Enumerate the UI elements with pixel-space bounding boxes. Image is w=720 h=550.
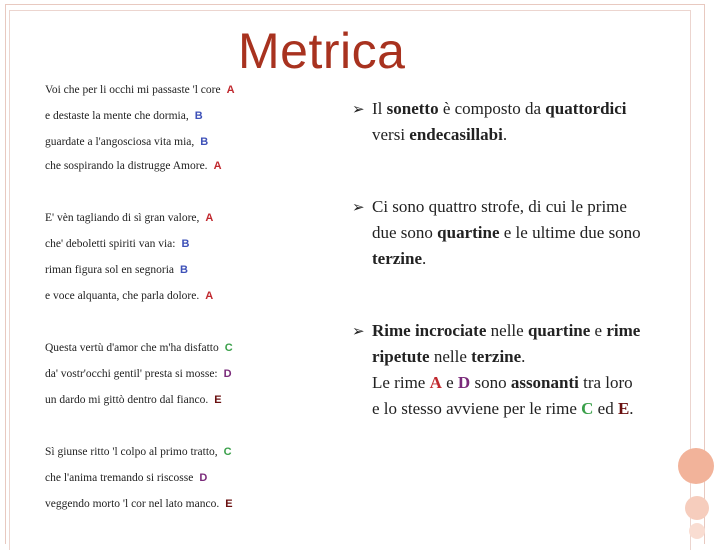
verse-text: e destaste la mente che dormia, xyxy=(45,110,189,122)
rhyme-letter-e: E xyxy=(214,394,222,406)
bullet-stanzas xyxy=(352,194,642,272)
decor-circle xyxy=(689,523,705,539)
verse-line xyxy=(45,238,189,250)
rhyme-letter-a: A xyxy=(205,212,214,224)
rhyme-letter-e: E xyxy=(225,498,233,510)
arrow-bullet-icon: ➢ xyxy=(352,322,365,340)
rhyme-letter-c: C xyxy=(223,446,232,458)
rhyme-letter-b: B xyxy=(180,264,188,276)
verse-text: che sospirando la distrugge Amore. xyxy=(45,160,208,172)
bullet-sonnet-structure xyxy=(352,96,642,148)
arrow-bullet-icon: ➢ xyxy=(352,198,365,216)
verse-text: un dardo mi gittò dentro dal fianco. xyxy=(45,394,209,406)
rhyme-letter-c: C xyxy=(224,342,233,354)
arrow-bullet-icon: ➢ xyxy=(352,100,365,118)
verse-text: veggendo morto 'l cor nel lato manco. xyxy=(45,498,220,510)
slide-title: Metrica xyxy=(238,23,406,79)
rhyme-letter-d: D xyxy=(199,472,208,484)
rhyme-letter-b: B xyxy=(194,110,203,122)
rhyme-letter-a: A xyxy=(205,290,214,302)
verse-line xyxy=(45,498,233,510)
rhyme-letter-b: B xyxy=(181,238,190,250)
verse-line xyxy=(45,160,222,172)
decorative-circles xyxy=(680,0,720,540)
rhyme-letter-d: D xyxy=(223,368,232,380)
bullet-text: Ci sono quattro strofe, di cui le prime due sono quartine e le ultime due sono terzine. xyxy=(372,197,641,268)
verse-text: Sì giunse ritto 'l colpo al primo tratto, xyxy=(45,446,218,458)
verse-line xyxy=(45,110,203,122)
rhyme-letter-b: B xyxy=(200,136,209,148)
verse-text: Questa vertù d'amor che m'ha disfatto xyxy=(45,342,219,354)
bullet-rhymes xyxy=(352,318,642,422)
verse-line xyxy=(45,136,208,148)
bullet-text: Il sonetto è composto da quattordici versi endecasillabi. xyxy=(372,99,627,144)
verse-text: che l'anima tremando si riscosse xyxy=(45,472,194,484)
verse-line xyxy=(45,212,213,224)
verse-line xyxy=(45,290,213,302)
verse-line xyxy=(45,342,233,354)
verse-text: Voi che per li occhi mi passaste 'l core xyxy=(45,84,221,96)
bullet-text: Rime incrociate nelle quartine e rime ripetute nelle terzine. Le rime A e D sono assonanti tra loro e lo stesso avviene per le rime C ed E. xyxy=(372,321,641,418)
rhyme-letter-a: A xyxy=(213,160,222,172)
verse-line xyxy=(45,446,232,458)
verse-text: guardate a l'angosciosa vita mia, xyxy=(45,136,195,148)
verse-line xyxy=(45,394,222,406)
verse-line xyxy=(45,472,207,484)
verse-text: da' vostr'occhi gentil' presta si mosse: xyxy=(45,368,218,380)
verse-line xyxy=(45,368,232,380)
verse-text: e voce alquanta, che parla dolore. xyxy=(45,290,200,302)
rhyme-letter-a: A xyxy=(226,84,235,96)
verse-line xyxy=(45,264,188,276)
verse-text: E' vèn tagliando di sì gran valore, xyxy=(45,212,200,224)
decor-circle xyxy=(678,448,714,484)
verse-text: che' deboletti spiriti van via: xyxy=(45,238,176,250)
verse-line xyxy=(45,84,235,96)
verse-text: riman figura sol en segnoria xyxy=(45,264,175,276)
decor-circle xyxy=(685,496,709,520)
